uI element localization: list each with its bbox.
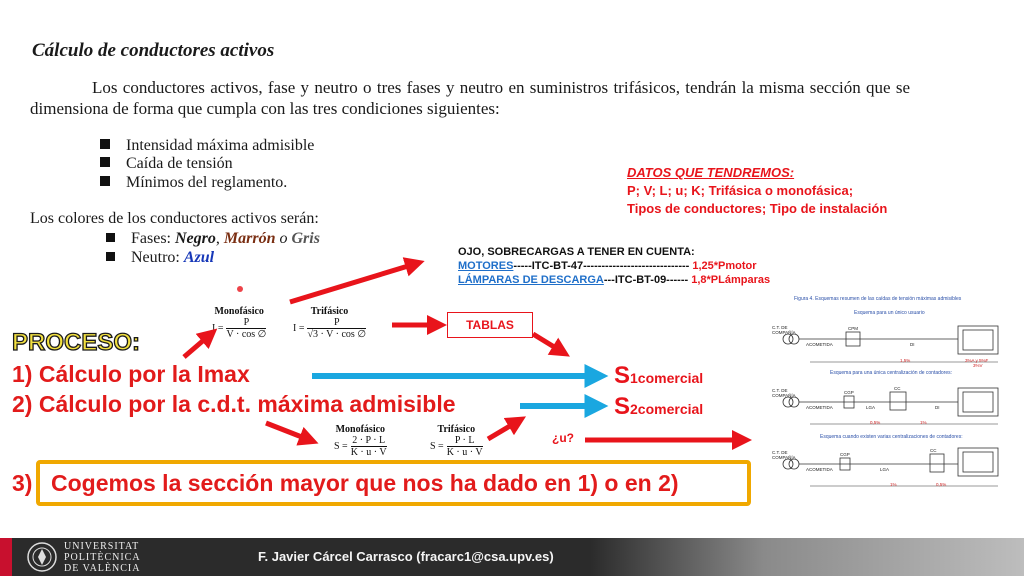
diagram3-title: Esquema cuando existen varias centralizaciones de contadores: [820,434,963,440]
step2-label: 2) Cálculo por la c.d.t. máxima admisible [12,391,456,417]
datos-line2: Tipos de conductores; Tipo de instalación [627,201,888,216]
lamparas-link[interactable]: LÁMPARAS DE DESCARGA [458,274,604,286]
arrow-formula-to-s2 [488,420,520,439]
pct-label-2a: 0,5% [870,420,881,425]
pct-label-3a: 3%A y 5%F [965,358,989,363]
ct-label-1: C.T. DE COMPAÑÍA [772,325,796,335]
motores-link[interactable]: MOTORES [458,260,514,272]
lga-label-2: LGA [866,405,876,410]
condition-item: Caída de tensión [100,155,233,173]
colors-intro: Los colores de los conductores activos serán: [30,210,319,227]
cgp-label-3: CGP [840,452,850,457]
phases-line: Fases: Negro, Marrón o Gris [106,230,320,248]
step3-number: 3) [12,470,33,496]
arrow-tablas-to-s1 [533,334,564,353]
cgp-label-2: CGP [844,390,854,395]
pct-label-3v: 3%V [973,363,983,368]
di-label-1: DI [910,342,915,347]
pointer-dot [237,286,243,292]
footer-decoration [590,538,1024,576]
cc-label-2: CC [894,386,901,391]
formula-mono-current: Monofásico I = $\frac{P}{V \cdot \cos \emptyset}$ [212,306,267,340]
diagram2-title: Esquema para una única centralización de contadores: [830,370,953,376]
formula-mono-section: Monofásico S = $\frac{2 \cdot P \cdot L}{K \cdot u \cdot V}$ [334,424,387,458]
formula-tri-current: Trifásico I = $\frac{P}{√3 \cdot V \cdot \cos \emptyset}$ [293,306,367,340]
footer-bar [0,538,1024,576]
step1-label: 1) Cálculo por la Imax [12,361,250,387]
step3-box [36,460,751,506]
upv-seal-icon [26,541,58,573]
arrow-to-ojo [290,263,418,302]
pct-label-3c: 0,5% [936,482,947,487]
ojo-lamparas: LÁMPARAS DE DESCARGA---ITC-BT-09------ 1,8*PLámparas [458,274,771,286]
s2-result: S2comercial [614,393,704,420]
ct-label-3: C.T. DE COMPAÑÍA [772,450,796,460]
cc-label-3: CC [930,448,937,453]
neutral-line: Neutro: Azul [106,249,214,267]
condition-item: Mínimos del reglamento. [100,174,287,192]
author-credit: F. Javier Cárcel Carrasco (fracarc1@csa.upv.es) [258,549,554,564]
ojo-title: OJO, SOBRECARGAS A TENER EN CUENTA: [458,246,695,258]
condition-item: Intensidad máxima admisible [100,137,314,155]
pct-label-3b: 1% [890,482,897,487]
footer-red-strip [0,538,12,576]
tablas-box: TABLAS [447,312,533,338]
diagram1-title: Esquema para un único usuario [854,310,925,316]
arrow-proceso-to-formula [184,333,212,357]
formula-tri-section: Trifásico S = $\frac{P \cdot L}{K \cdot u \cdot V}$ [430,424,483,458]
acometida-label-3: ACOMETIDA [806,467,833,472]
di-label-2: DI [935,405,940,410]
lga-label-3: LGA [880,467,890,472]
intro-paragraph: Los conductores activos, fase y neutro o tres fases y neutro en suministros trifásicos, tendrán la misma sección que se dimensiona de forma que cumpla con las tres condiciones siguientes: [30,78,910,118]
ojo-motores: MOTORES-----ITC-BT-47----------------------------- 1,25*Pmotor [458,260,757,272]
proceso-label: PROCESO: [12,329,141,356]
s1-result: S1comercial [614,362,704,389]
step3-label: Cogemos la sección mayor que nos ha dado en 1) o en 2) [51,469,679,496]
cpm-label: CPM [848,326,858,331]
ct-label-2: C.T. DE COMPAÑÍA [772,388,796,398]
acometida-label-2: ACOMETIDA [806,405,833,410]
arrow-step2-to-formula [266,423,312,441]
pct-label-1: 1,5% [900,358,911,363]
voltage-drop-figure [770,296,1010,496]
u-question: ¿u? [552,431,574,445]
datos-line1: P; V; L; u; K; Trifásica o monofásica; [627,183,854,198]
section-title: Cálculo de conductores activos [32,40,275,61]
university-name: UNIVERSITAT POLITÈCNICA DE VALÈNCIA [64,541,141,574]
datos-title: DATOS QUE TENDREMOS: [627,165,795,180]
acometida-label-1: ACOMETIDA [806,342,833,347]
pct-label-2b: 1% [920,420,927,425]
figure-caption: Figura 4. Esquemas resumen de las caídas de tensión máximas admisibles [794,296,962,302]
